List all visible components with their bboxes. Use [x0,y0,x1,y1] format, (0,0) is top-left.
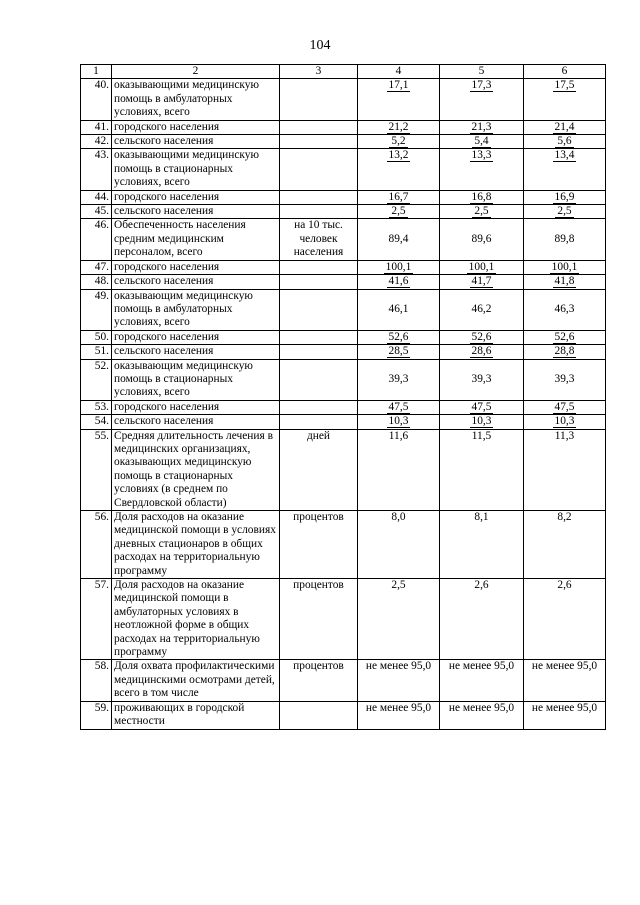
unit-cell [280,149,358,190]
value-col6: 2,6 [524,579,606,660]
value-col5: не менее 95,0 [440,660,524,701]
value-col6: 21,4 [524,120,606,134]
value-col6: 100,1 [524,260,606,274]
value-col6: 17,5 [524,79,606,120]
header-row [81,65,606,79]
row-number: 52. [81,359,112,400]
unit-per-10k: на 10 тыс. человек населения [280,219,358,260]
value-col5: 52,6 [440,330,524,344]
unit-cell [280,120,358,134]
unit-cell [280,205,358,219]
indicator-name: городского населения [112,190,280,204]
unit-cell [280,135,358,149]
value-col4: 41,6 [358,275,440,289]
value-col4: 52,6 [358,330,440,344]
value-col5: 46,2 [440,289,524,330]
table-row [81,660,606,701]
table-row [81,511,606,579]
value-col4: 89,4 [358,219,440,260]
value-col5: 2,6 [440,579,524,660]
value-col6: 13,4 [524,149,606,190]
row-number: 58. [81,660,112,701]
table-row [81,579,606,660]
row-number: 54. [81,415,112,429]
indicator-name: оказывающими медицинскую помощь в стационарных условиях, всего [112,149,280,190]
value-col6: 16,9 [524,190,606,204]
table-row [81,330,606,344]
value-col4: 21,2 [358,120,440,134]
unit-cell [280,330,358,344]
row-number: 46. [81,219,112,260]
indicator-name: проживающих в городской местности [112,701,280,729]
table-row [81,289,606,330]
value-col6: 52,6 [524,330,606,344]
indicator-name: городского населения [112,330,280,344]
header-col-1: 1 [81,65,112,79]
table-row [81,275,606,289]
value-col5: 39,3 [440,359,524,400]
row-number: 51. [81,345,112,359]
value-col5: 11,5 [440,429,524,510]
table-row [81,149,606,190]
row-number: 53. [81,400,112,414]
indicators-table [80,64,606,730]
value-col4: 16,7 [358,190,440,204]
unit-percent: процентов [280,511,358,579]
table-row [81,79,606,120]
row-number: 50. [81,330,112,344]
value-col6: 46,3 [524,289,606,330]
unit-cell [280,359,358,400]
value-col5: 10,3 [440,415,524,429]
value-col4: 17,1 [358,79,440,120]
row-number: 57. [81,579,112,660]
unit-cell [280,275,358,289]
value-col6: 41,8 [524,275,606,289]
row-number: 59. [81,701,112,729]
value-col5: 2,5 [440,205,524,219]
value-col6: не менее 95,0 [524,701,606,729]
page-number: 104 [309,38,331,53]
unit-cell [280,289,358,330]
unit-cell [280,260,358,274]
value-col6: 5,6 [524,135,606,149]
header-col-6: 6 [524,65,606,79]
indicator-name: оказывающими медицинскую помощь в амбулаторных условиях, всего [112,79,280,120]
indicator-name: Обеспеченность населения средним медицинским персоналом, всего [112,219,280,260]
row-number: 55. [81,429,112,510]
value-col5: 8,1 [440,511,524,579]
table-row [81,429,606,510]
unit-cell [280,701,358,729]
indicator-name: городского населения [112,260,280,274]
indicator-name: сельского населения [112,345,280,359]
value-col5: 41,7 [440,275,524,289]
row-number: 44. [81,190,112,204]
table-row [81,400,606,414]
value-col4: 46,1 [358,289,440,330]
value-col5: 47,5 [440,400,524,414]
value-col4: 2,5 [358,579,440,660]
row-number: 47. [81,260,112,274]
table-row [81,260,606,274]
value-col6: 10,3 [524,415,606,429]
header-col-4: 4 [358,65,440,79]
indicator-name: городского населения [112,120,280,134]
row-number: 43. [81,149,112,190]
value-col5: 28,6 [440,345,524,359]
unit-cell [280,400,358,414]
value-col6: 89,8 [524,219,606,260]
value-col6: 39,3 [524,359,606,400]
row-number: 45. [81,205,112,219]
unit-cell [280,415,358,429]
indicator-name: оказывающим медицинскую помощь в стационарных условиях, всего [112,359,280,400]
table-row [81,205,606,219]
value-col5: не менее 95,0 [440,701,524,729]
row-number: 49. [81,289,112,330]
table-row [81,120,606,134]
indicator-name: оказывающим медицинскую помощь в амбулаторных условиях, всего [112,289,280,330]
header-col-5: 5 [440,65,524,79]
row-number: 56. [81,511,112,579]
table-row [81,135,606,149]
value-col6: 11,3 [524,429,606,510]
value-col5: 100,1 [440,260,524,274]
value-col6: 47,5 [524,400,606,414]
table-row [81,190,606,204]
table-row [81,701,606,729]
unit-percent: процентов [280,660,358,701]
unit-cell [280,345,358,359]
value-col4: не менее 95,0 [358,660,440,701]
row-number: 48. [81,275,112,289]
row-number: 42. [81,135,112,149]
value-col5: 5,4 [440,135,524,149]
row-number: 41. [81,120,112,134]
value-col4: 11,6 [358,429,440,510]
table-row [81,359,606,400]
indicator-name: сельского населения [112,135,280,149]
value-col4: 8,0 [358,511,440,579]
value-col4: 28,5 [358,345,440,359]
value-col5: 17,3 [440,79,524,120]
indicator-name: сельского населения [112,415,280,429]
header-col-3: 3 [280,65,358,79]
header-col-2: 2 [112,65,280,79]
table-row [81,415,606,429]
value-col6: не менее 95,0 [524,660,606,701]
indicator-name: Средняя длительность лечения в медицинских организациях, оказывающих медицинскую помощь в стационарных условиях (в среднем по Свердловской области) [112,429,280,510]
unit-cell [280,79,358,120]
indicator-name: городского населения [112,400,280,414]
value-col5: 89,6 [440,219,524,260]
value-col4: 39,3 [358,359,440,400]
table-row [81,345,606,359]
indicator-name: Доля расходов на оказание медицинской помощи в условиях дневных стационаров в общих расходах на территориальную программу [112,511,280,579]
value-col5: 21,3 [440,120,524,134]
value-col4: 10,3 [358,415,440,429]
value-col4: 2,5 [358,205,440,219]
unit-cell [280,190,358,204]
indicator-name: сельского населения [112,275,280,289]
value-col4: 5,2 [358,135,440,149]
value-col5: 16,8 [440,190,524,204]
indicator-name: сельского населения [112,205,280,219]
value-col6: 8,2 [524,511,606,579]
value-col6: 2,5 [524,205,606,219]
table-row [81,219,606,260]
indicator-name: Доля охвата профилактическими медицинскими осмотрами детей, всего в том числе [112,660,280,701]
unit-days: дней [280,429,358,510]
value-col4: 47,5 [358,400,440,414]
row-number: 40. [81,79,112,120]
value-col4: не менее 95,0 [358,701,440,729]
value-col4: 13,2 [358,149,440,190]
indicator-name: Доля расходов на оказание медицинской помощи в амбулаторных условиях в неотложной форме в общих расходах на территориальную программу [112,579,280,660]
unit-percent: процентов [280,579,358,660]
value-col6: 28,8 [524,345,606,359]
value-col5: 13,3 [440,149,524,190]
value-col4: 100,1 [358,260,440,274]
